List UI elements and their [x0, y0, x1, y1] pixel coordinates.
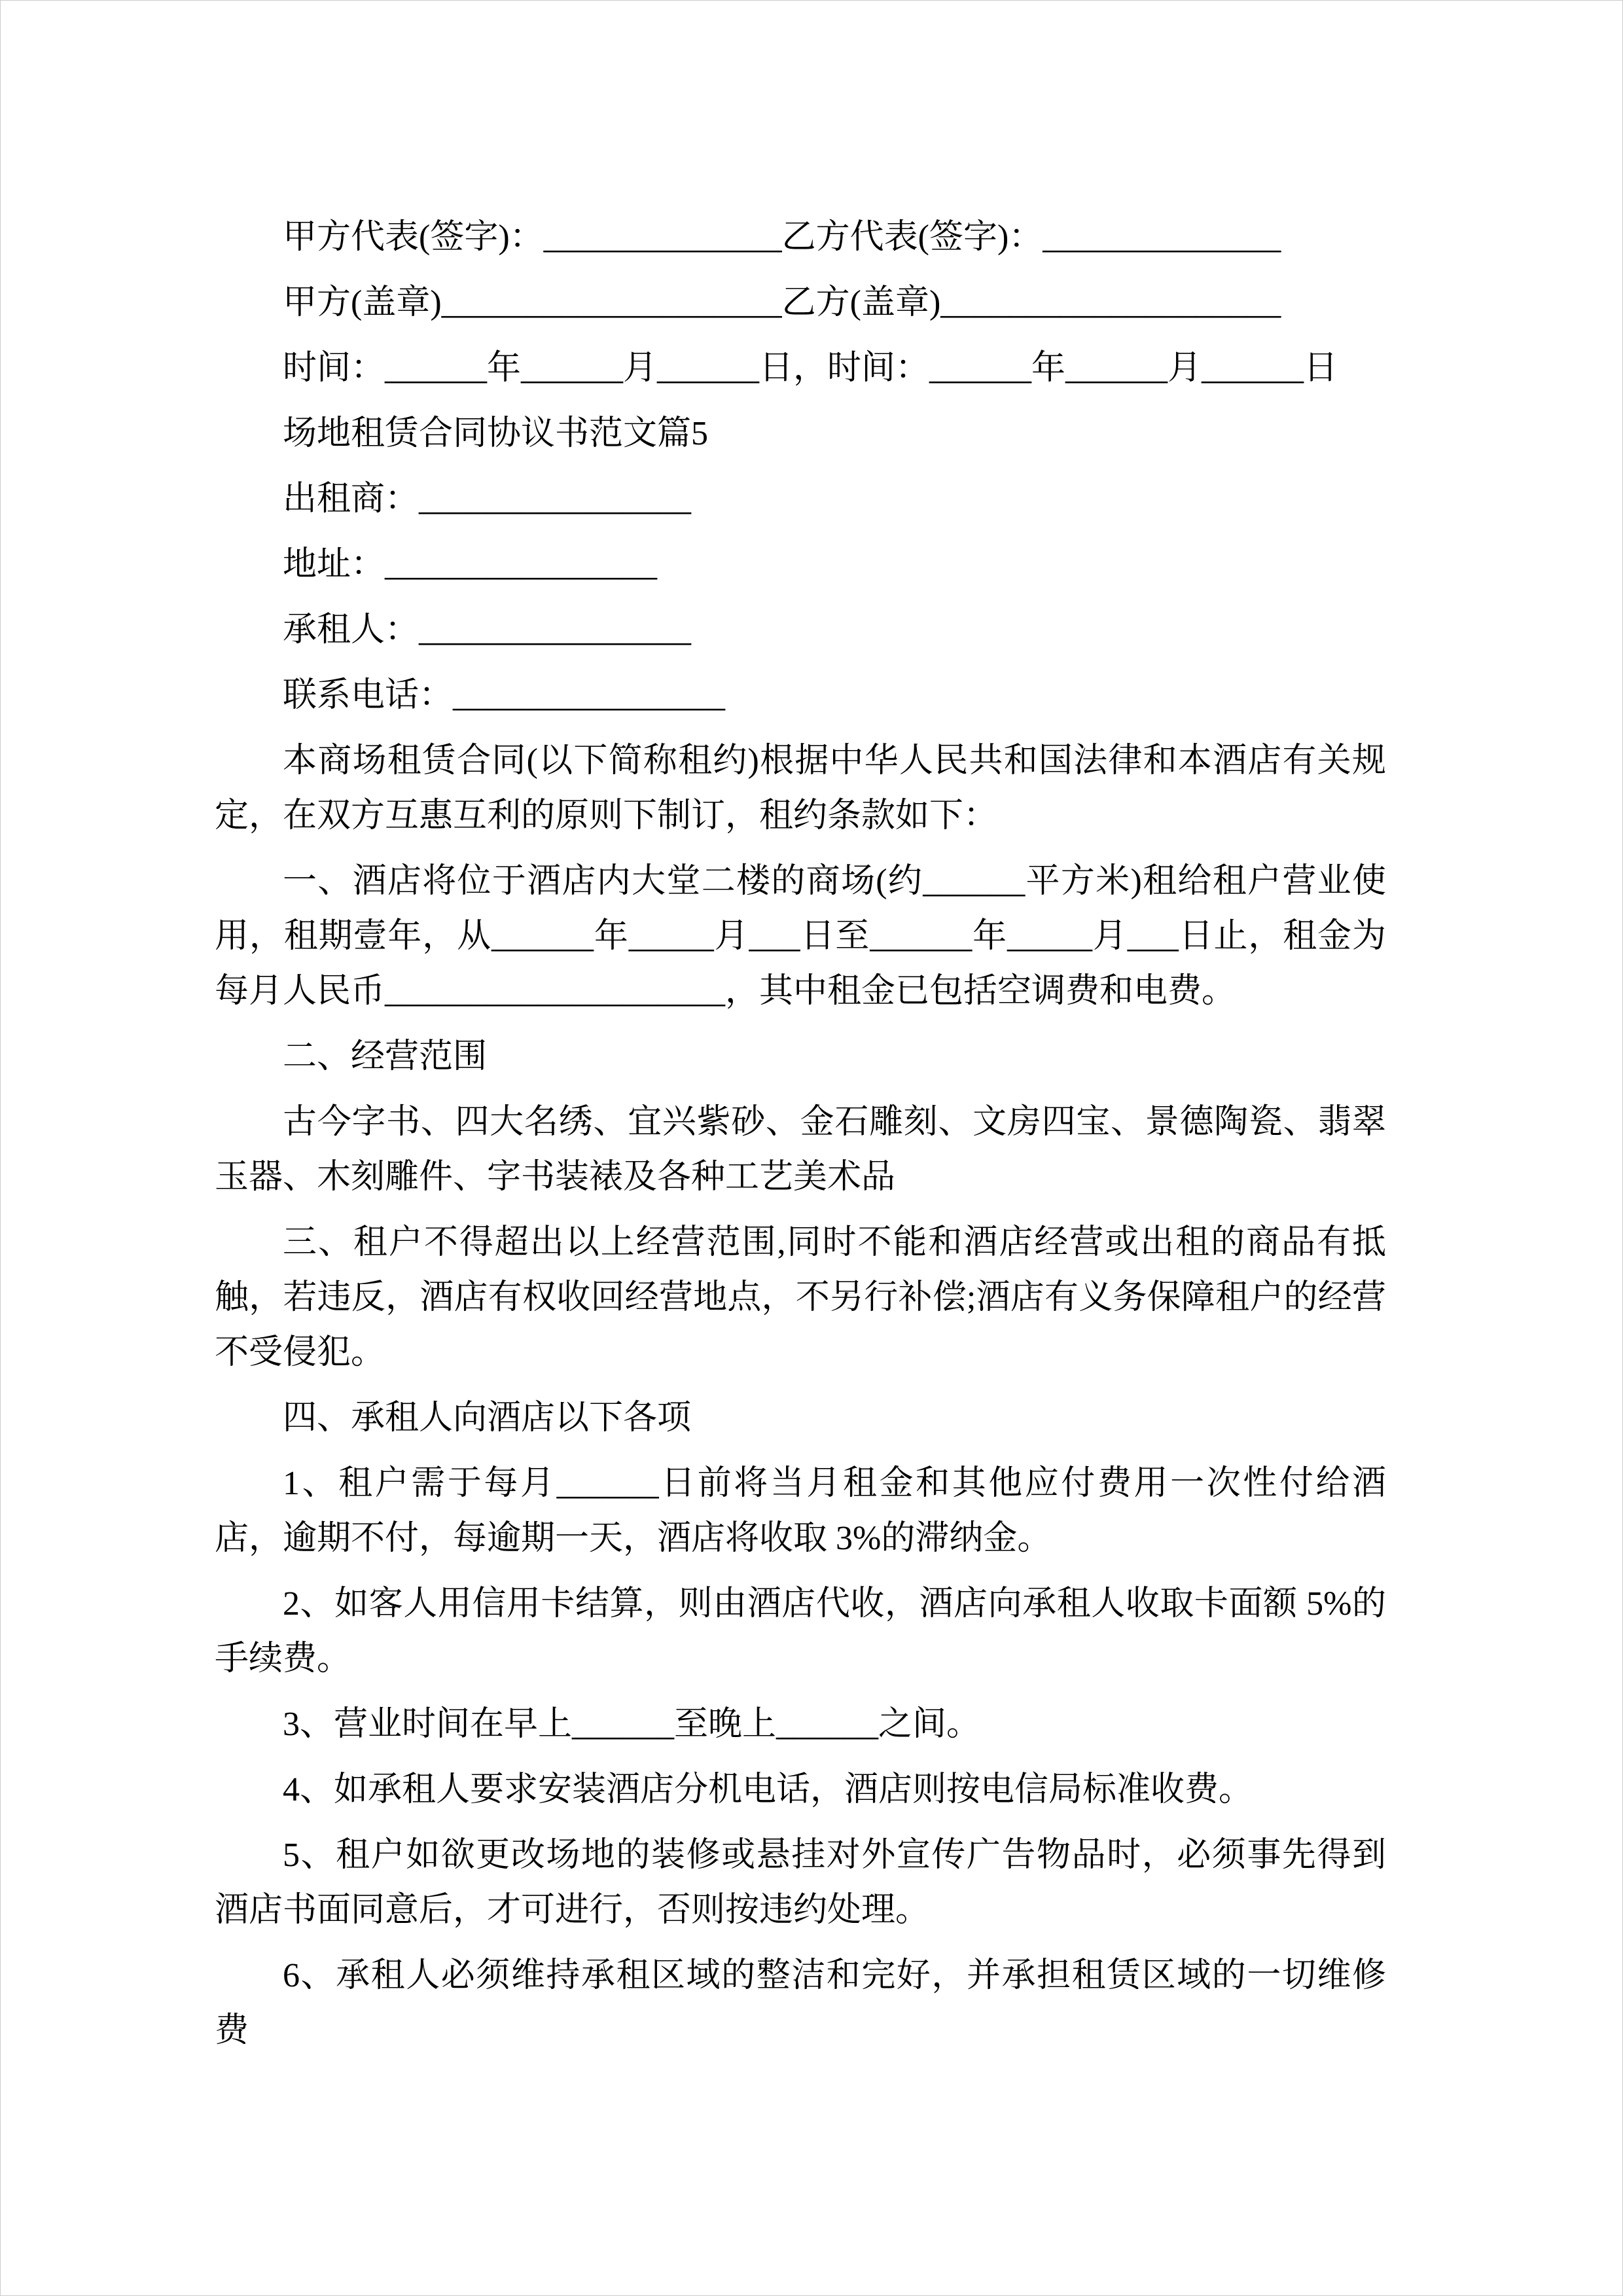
section-title: 场地租赁合同协议书范文篇5: [283, 415, 709, 452]
preamble-paragraph: 本商场租赁合同(以下简称租约)根据中华人民共和国法律和本酒店有关规定，在双方互惠互利的原则下制订，租约条款如下：: [215, 742, 1386, 834]
lessor-line: 出租商：________________: [283, 480, 692, 518]
date-line: 时间：______年______月______日，时间：______年______月______日: [283, 350, 1338, 387]
clause-2-heading: 二、经营范围: [283, 1038, 488, 1075]
clause-4-item-5: 5、租户如欲更改场地的装修或悬挂对外宣传广告物品时，必须事先得到酒店书面同意后，才可进行，否则按违约处理。: [215, 1837, 1386, 1929]
phone-line: 联系电话：________________: [283, 677, 726, 714]
clause-4-item-1: 1、租户需于每月______日前将当月租金和其他应付费用一次性付给酒店，逾期不付，每逾期一天，酒店将收取 3%的滞纳金。: [215, 1465, 1386, 1557]
signature-line-representatives: 甲方代表(签字)：______________乙方代表(签字)：______________: [283, 219, 1281, 256]
clause-4-item-3: 3、营业时间在早上______至晚上______之间。: [283, 1706, 981, 1743]
clause-4-item-4: 4、如承租人要求安装酒店分机电话，酒店则按电信局标准收费。: [283, 1771, 1253, 1808]
lessee-line: 承租人：________________: [283, 611, 692, 649]
clause-2-scope: 古今字书、四大名绣、宜兴紫砂、金石雕刻、文房四宝、景德陶瓷、翡翠玉器、木刻雕件、字书装裱及各种工艺美术品: [215, 1103, 1386, 1196]
clause-4-heading: 四、承租人向酒店以下各项: [283, 1399, 692, 1437]
seal-line: 甲方(盖章)____________________乙方(盖章)____________________: [283, 284, 1281, 321]
clause-3: 三、租户不得超出以上经营范围,同时不能和酒店经营或出租的商品有抵触，若违反，酒店有权收回经营地点，不另行补偿;酒店有义务保障租户的经营不受侵犯。: [215, 1224, 1386, 1371]
address-line: 地址：________________: [283, 546, 658, 583]
clause-4-item-2: 2、如客人用信用卡结算，则由酒店代收，酒店向承租人收取卡面额 5%的手续费。: [215, 1585, 1386, 1677]
clause-1: 一、酒店将位于酒店内大堂二楼的商场(约______平方米)租给租户营业使用，租期壹年，从______年_____月___日至______年_____月___日止，租金为每月人民币____________________，其中租金已包括空调费和电费。: [215, 863, 1386, 1010]
clause-4-item-6: 6、承租人必须维持承租区域的整洁和完好，并承担租赁区域的一切维修费: [215, 1957, 1386, 2049]
